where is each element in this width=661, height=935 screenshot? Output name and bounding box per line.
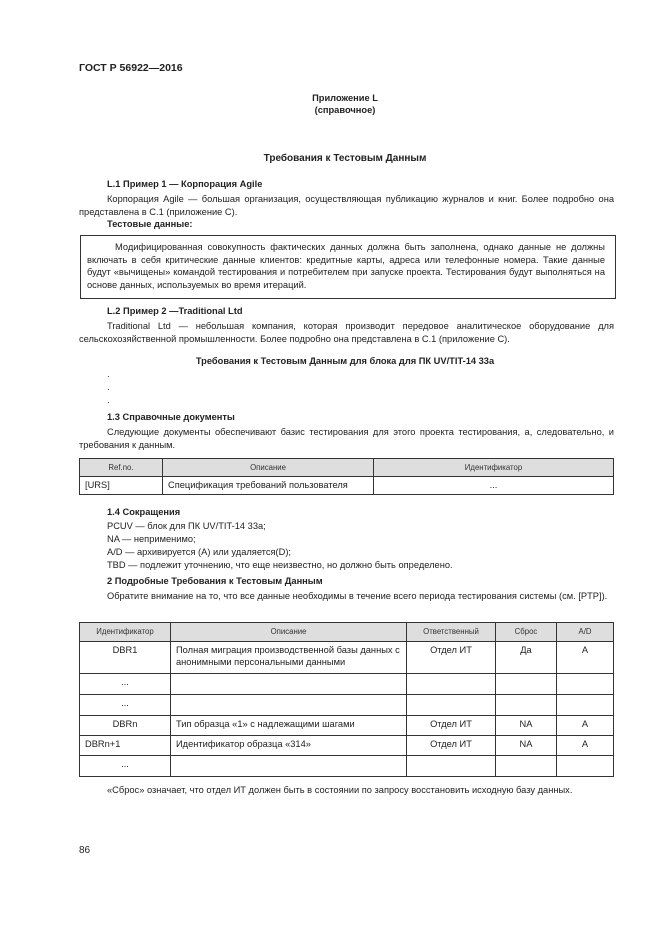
- responsible-cell: Отдел ИТ: [407, 716, 496, 736]
- reset-cell: NA: [496, 716, 557, 736]
- section-l2-heading: L.2 Пример 2 —Traditional Ltd: [107, 306, 243, 316]
- ad-cell: А: [557, 716, 614, 736]
- section-2-heading: 2 Подробные Требования к Тестовым Данным: [107, 576, 323, 586]
- requirements-table: [79, 622, 614, 777]
- table-row: [80, 674, 614, 695]
- description-cell: [171, 674, 407, 695]
- description-cell: Полная миграция производственной базы данных с анонимными персональными данными: [171, 642, 407, 674]
- col-header-responsible: Ответственный: [407, 623, 496, 642]
- identifier-cell: ...: [80, 756, 171, 777]
- main-title: Требования к Тестовым Данным: [263, 153, 427, 164]
- description-cell: Идентификатор образца «314»: [171, 736, 407, 756]
- reset-cell: [496, 674, 557, 695]
- ad-cell: А: [557, 642, 614, 674]
- standard-number: ГОСТ Р 56922—2016: [79, 62, 183, 74]
- section-2-text: Обратите внимание на то, что все данные необходимы в течение всего периода тестирования системы (см. [PTP]).: [107, 591, 608, 601]
- identifier-cell: ...: [374, 477, 614, 495]
- section-13-text: Следующие документы обеспечивают базис тестирования для этого проекта тестирования, а, следовательно, и требования к данным.: [79, 427, 614, 450]
- table-row: [80, 716, 614, 736]
- col-header-ad: A/D: [557, 623, 614, 642]
- abbreviation-line: PCUV — блок для ПК UV/TIT-14 33а;: [107, 521, 266, 531]
- ellipsis-dot: .: [107, 382, 110, 392]
- reset-cell: Да: [496, 642, 557, 674]
- responsible-cell: [407, 695, 496, 716]
- description-cell: Спецификация требований пользователя: [163, 477, 374, 495]
- abbreviation-line: A/D — архивируется (A) или удаляется(D);: [107, 547, 292, 557]
- footnote: «Сброс» означает, что отдел ИТ должен быть в состоянии по запросу восстановить исходную базу данных.: [107, 785, 573, 795]
- appendix-subtitle: (справочное): [314, 105, 376, 115]
- table-row: [80, 756, 614, 777]
- ref-cell: [URS]: [80, 477, 163, 495]
- section-l1-heading: L.1 Пример 1 — Корпорация Agile: [107, 179, 263, 189]
- responsible-cell: [407, 674, 496, 695]
- identifier-cell: ...: [80, 674, 171, 695]
- section-l1-text: Корпорация Agile — большая организация, осуществляющая публикацию журналов и книг. Более подробно она представлена в С.1 (приложение С).: [79, 194, 614, 217]
- reset-cell: [496, 756, 557, 777]
- responsible-cell: Отдел ИТ: [407, 736, 496, 756]
- table-row: [80, 736, 614, 756]
- identifier-cell: ...: [80, 695, 171, 716]
- col-header-identifier: Идентификатор: [80, 623, 171, 642]
- description-cell: Тип образца «1» с надлежащими шагами: [171, 716, 407, 736]
- ad-cell: [557, 756, 614, 777]
- description-cell: [171, 756, 407, 777]
- col-header-description: Описание: [163, 459, 374, 477]
- reset-cell: [496, 695, 557, 716]
- ad-cell: [557, 674, 614, 695]
- appendix-title: Приложение L: [312, 93, 378, 103]
- section-14-heading: 1.4 Сокращения: [107, 507, 181, 517]
- responsible-cell: [407, 756, 496, 777]
- test-data-label: Тестовые данные:: [107, 219, 193, 229]
- reset-cell: NA: [496, 736, 557, 756]
- ellipsis-dot: .: [107, 395, 110, 405]
- identifier-cell: DBRn+1: [80, 736, 171, 756]
- reference-table: [79, 458, 614, 495]
- abbreviation-line: NA — неприменимо;: [107, 534, 196, 544]
- table-row: [80, 477, 614, 495]
- identifier-cell: DBRn: [80, 716, 171, 736]
- table-row: [80, 695, 614, 716]
- col-header-reset: Сброс: [496, 623, 557, 642]
- test-data-note: Модифицированная совокупность фактических данных должна быть заполнена, однако данные не должны включать в себя критические данные клиентов: кредитные карты, адреса или телефонные номера. Такие данные будут «вычищены» командой тестирования и потребителем при запуске проекта. Тестирования будут выполняться на основе данных, используемых во время итераций.: [87, 242, 605, 290]
- identifier-cell: DBR1: [80, 642, 171, 674]
- table-row: [80, 642, 614, 674]
- ad-cell: А: [557, 736, 614, 756]
- col-header-identifier: Идентификатор: [374, 459, 614, 477]
- section-l2-text: Traditional Ltd — небольшая компания, которая производит передовое аналитическое оборудование для сельскохозяйственной промышленности. Более подробно она представлена в С.1 (приложение С).: [79, 321, 614, 344]
- description-cell: [171, 695, 407, 716]
- section-13-heading: 1.3 Справочные документы: [107, 412, 235, 422]
- uv-subtitle: Требования к Тестовым Данным для блока для ПК UV/TIT-14 33а: [195, 356, 495, 366]
- ellipsis-dot: .: [107, 369, 110, 379]
- page-number: 86: [79, 845, 91, 856]
- ad-cell: [557, 695, 614, 716]
- abbreviation-line: TBD — подлежит уточнению, что еще неизвестно, но должно быть определено.: [107, 560, 453, 570]
- responsible-cell: Отдел ИТ: [407, 642, 496, 674]
- col-header-description: Описание: [171, 623, 407, 642]
- col-header-ref: Ref.no.: [80, 459, 163, 477]
